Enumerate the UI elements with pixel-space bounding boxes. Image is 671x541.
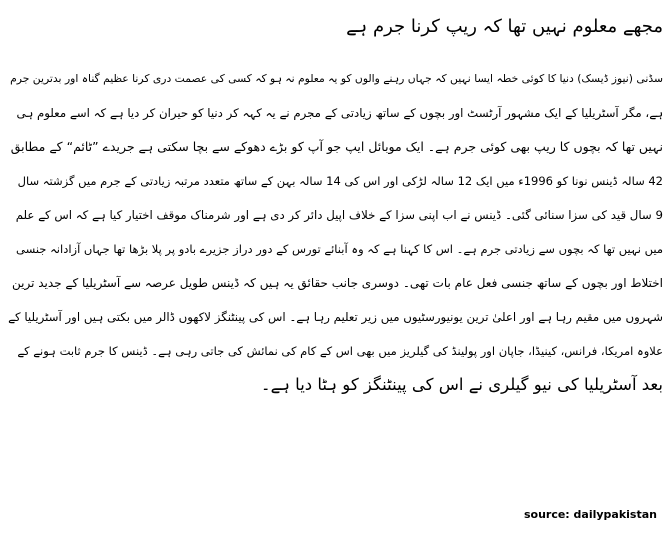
source-credit: source: dailypakistan bbox=[523, 508, 657, 521]
article-body-line: شہروں میں مقیم رہا ہے اور اعلیٰ ترین یونیورسٹیوں میں زیر تعلیم رہا ہے۔ اس کی پینٹنگز لاکھوں ڈالر میں بکتی ہیں اور آسٹریلیا کے bbox=[8, 310, 663, 324]
article-body-line: میں نہیں تھا کہ بچوں سے زیادتی جرم ہے۔ اس کا کہنا ہے کہ وہ آبنائے تورس کے دور دراز جزیرے بادو پر پلا بڑھا تھا جہاں آزادانہ جنسی bbox=[15, 242, 663, 256]
article-body-line: اختلاط اور بچوں کے ساتھ جنسی فعل عام بات تھی۔ دوسری جانب حقائق یہ ہیں کہ ڈینس طویل عرصہ سے آسٹریلیا کے جدید ترین bbox=[12, 276, 663, 290]
article-headline: مجھے معلوم نہیں تھا کہ ریپ کرنا جرم ہے bbox=[346, 16, 663, 37]
article-body-line: علاوہ امریکا، فرانس، کینیڈا، جاپان اور پولینڈ کی گیلریز میں بھی اس کے کام کی نمائش کی جاتی رہی ہے۔ ڈینس کا جرم ثابت ہونے کے bbox=[17, 344, 663, 358]
article-body-line: بعد آسٹریلیا کی نیو گیلری نے اس کی پینٹنگز کو ہٹا دیا ہے۔ bbox=[260, 375, 663, 394]
article-body-line: 42 سالہ ڈینس نونا کو 1996ء میں ایک 12 سالہ لڑکی اور اس کی 14 سالہ بہن کے ساتھ متعدد مرتبہ زیادتی کے جرم میں گزشتہ سال bbox=[17, 174, 663, 188]
article-body-line: 9 سال قید کی سزا سنائی گئی۔ ڈینس نے اب اپنی سزا کے خلاف اپیل دائر کر دی ہے اور شرمناک موقف اختیار کیا ہے کہ اس کے علم bbox=[15, 208, 663, 222]
article-body-line: نہیں تھا کہ بچوں کا ریپ بھی کوئی جرم ہے۔ ایک موبائل ایپ جو آپ کو بڑے دھوکے سے بچا سکتی ہے جریدے ”ٹائم“ کے مطابق bbox=[10, 139, 663, 154]
article-body-line: سڈنی (نیوز ڈیسک) دنیا کا کوئی خطہ ایسا نہیں کہ جہاں رہنے والوں کو یہ معلوم نہ ہو کہ کسی کی عصمت دری کرنا عظیم گناہ اور بدترین جرم bbox=[10, 72, 663, 85]
article bbox=[8, 0, 663, 541]
article-body-line: ہے، مگر آسٹریلیا کے ایک مشہور آرٹسٹ اور بچوں کے ساتھ زیادتی کے مجرم نے یہ کہہ کر دنیا کو حیران کر دیا ہے کہ اسے معلوم ہی bbox=[16, 106, 663, 120]
